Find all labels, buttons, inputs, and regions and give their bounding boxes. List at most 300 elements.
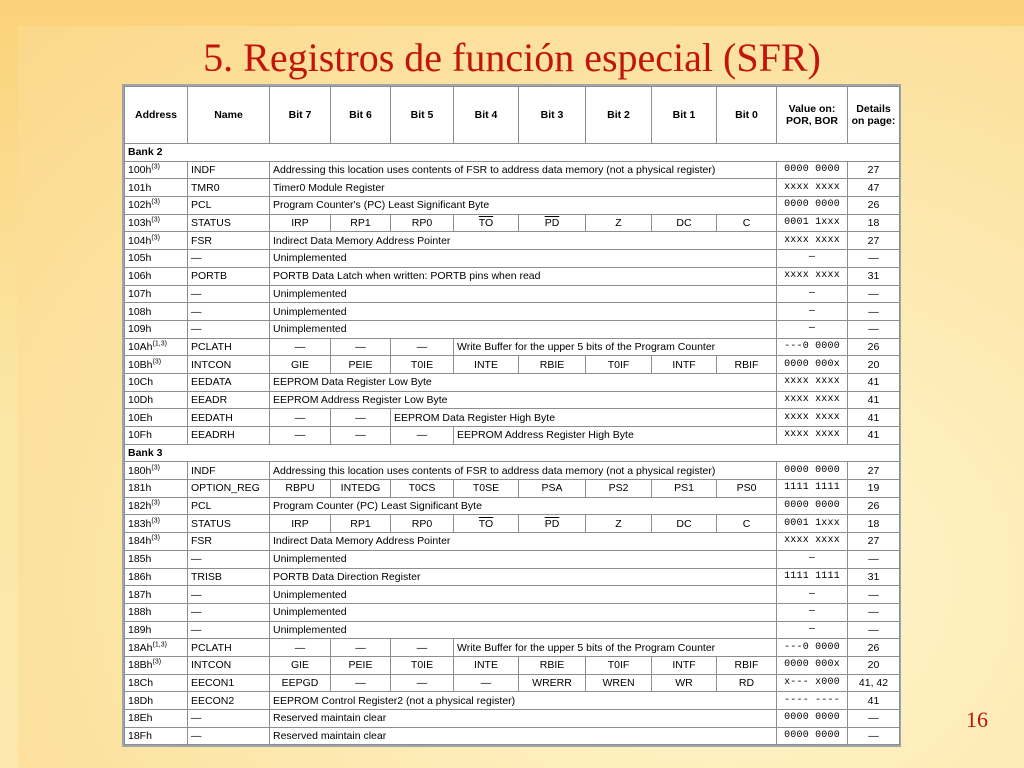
cell-bit: [519, 480, 586, 498]
cell-value-por-bor: xxxx xxxx: [777, 409, 848, 427]
cell-register-name: STATUS: [188, 214, 270, 232]
table-row: [125, 480, 900, 498]
address-text: 18Ah: [128, 641, 153, 654]
bit-label: GIE: [290, 659, 310, 672]
cell-details-page: 18: [848, 214, 900, 232]
cell-address: [125, 391, 188, 409]
bit-label: GIE: [290, 358, 310, 371]
sfr-table-container: [122, 84, 901, 747]
cell-bit: [270, 515, 331, 533]
cell-address: [125, 692, 188, 710]
cell-bit: [586, 214, 652, 232]
cell-value-por-bor: 0000 0000: [777, 197, 848, 215]
cell-details-page: 31: [848, 568, 900, 586]
cell-address: [125, 515, 188, 533]
cell-value-por-bor: x--- x000: [777, 674, 848, 692]
cell-register-description: EEPROM Data Register High Byte: [391, 409, 777, 427]
cell-address: [125, 568, 188, 586]
cell-register-description: Program Counter's (PC) Least Significant Byte: [270, 197, 777, 215]
cell-value-por-bor: —: [777, 303, 848, 321]
address-text: 10Ch: [128, 376, 154, 389]
table-row: [125, 515, 900, 533]
cell-details-page: 26: [848, 338, 900, 356]
cell-details-page: —: [848, 320, 900, 338]
cell-register-description: EEPROM Control Register2 (not a physical register): [270, 692, 777, 710]
cell-register-name: —: [188, 250, 270, 268]
cell-details-page: —: [848, 550, 900, 568]
cell-register-description: Unimplemented: [270, 303, 777, 321]
cell-value-por-bor: xxxx xxxx: [777, 179, 848, 197]
table-row: [125, 214, 900, 232]
cell-register-description: Indirect Data Memory Address Pointer: [270, 232, 777, 250]
address-text: 10Fh: [128, 429, 152, 442]
cell-bit: [331, 656, 391, 674]
cell-bit: [331, 214, 391, 232]
cell-details-page: 19: [848, 480, 900, 498]
cell-register-description: Unimplemented: [270, 621, 777, 639]
address-text: 102h: [128, 199, 152, 212]
cell-register-name: EEDATH: [188, 409, 270, 427]
cell-value-por-bor: xxxx xxxx: [777, 267, 848, 285]
cell-register-name: TMR0: [188, 179, 270, 197]
cell-address: [125, 214, 188, 232]
bit-label: DC: [676, 217, 692, 230]
cell-bit: [454, 674, 519, 692]
bit-label: WR: [675, 676, 693, 689]
cell-bit: —: [331, 427, 391, 445]
bit-label: DC: [676, 517, 692, 530]
cell-register-description: PORTB Data Latch when written: PORTB pins when read: [270, 267, 777, 285]
cell-register-name: EEADRH: [188, 427, 270, 445]
cell-address: [125, 427, 188, 445]
address-text: 183h: [128, 517, 152, 530]
cell-details-page: 27: [848, 533, 900, 551]
address-text: 10Bh: [128, 358, 153, 371]
bit-label: T0IF: [607, 358, 630, 371]
cell-address: [125, 303, 188, 321]
table-row: [125, 674, 900, 692]
cell-register-description: Indirect Data Memory Address Pointer: [270, 533, 777, 551]
bit-label: RP0: [411, 517, 433, 530]
cell-value-por-bor: ---- ----: [777, 692, 848, 710]
cell-register-description: Addressing this location uses contents of FSR to address data memory (not a physical register): [270, 161, 777, 179]
header-address: Address: [125, 87, 188, 144]
cell-register-name: INTCON: [188, 656, 270, 674]
bit-label: $\overline{PD}$: [544, 517, 560, 530]
cell-value-por-bor: —: [777, 621, 848, 639]
cell-register-name: —: [188, 603, 270, 621]
bit-label: $\overline{PD}$: [544, 217, 560, 230]
address-footnote: (3): [152, 358, 162, 366]
cell-address: [125, 497, 188, 515]
address-text: 18Ch: [128, 676, 154, 689]
cell-details-page: —: [848, 586, 900, 604]
cell-bit: [717, 480, 777, 498]
cell-value-por-bor: xxxx xxxx: [777, 427, 848, 445]
cell-bit: [454, 214, 519, 232]
cell-details-page: 20: [848, 356, 900, 374]
cell-value-por-bor: 0000 0000: [777, 497, 848, 515]
cell-register-name: OPTION_REG: [188, 480, 270, 498]
cell-bit: [391, 515, 454, 533]
cell-bit: [519, 674, 586, 692]
bit-label: C: [742, 217, 751, 230]
cell-bit: [652, 480, 717, 498]
cell-bit: [717, 214, 777, 232]
cell-bit: —: [270, 639, 331, 657]
cell-register-name: —: [188, 621, 270, 639]
bit-label: RBPU: [285, 482, 315, 495]
cell-register-name: STATUS: [188, 515, 270, 533]
cell-value-por-bor: —: [777, 285, 848, 303]
address-text: 181h: [128, 482, 152, 495]
cell-register-name: EECON2: [188, 692, 270, 710]
bank-header-row: [125, 144, 900, 162]
cell-address: [125, 338, 188, 356]
cell-bit: [331, 515, 391, 533]
table-header-row: [125, 87, 900, 144]
bit-label: WRERR: [532, 676, 572, 689]
cell-bit: [519, 656, 586, 674]
cell-register-description: PORTB Data Direction Register: [270, 568, 777, 586]
address-footnote: (3): [151, 198, 160, 206]
cell-value-por-bor: 1111 1111: [777, 568, 848, 586]
cell-bit: [270, 674, 331, 692]
bit-label: RP1: [350, 217, 371, 230]
cell-address: [125, 356, 188, 374]
cell-bit: [586, 656, 652, 674]
cell-bit: [391, 674, 454, 692]
header-name: Name: [188, 87, 270, 144]
cell-bit: [519, 356, 586, 374]
bit-label: RD: [738, 676, 755, 689]
header-bit4: Bit 4: [454, 87, 519, 144]
cell-value-por-bor: —: [777, 320, 848, 338]
bit-label: —: [480, 676, 492, 689]
cell-register-name: PORTB: [188, 267, 270, 285]
cell-register-name: INDF: [188, 161, 270, 179]
bit-label: INTF: [672, 659, 696, 672]
cell-bit: —: [331, 639, 391, 657]
table-row: [125, 409, 900, 427]
cell-details-page: —: [848, 250, 900, 268]
cell-register-description: Unimplemented: [270, 586, 777, 604]
cell-bit: [270, 214, 331, 232]
cell-bit: —: [270, 427, 331, 445]
cell-details-page: 18: [848, 515, 900, 533]
cell-register-name: INDF: [188, 462, 270, 480]
bit-label: INTE: [474, 358, 498, 371]
cell-bit: [652, 515, 717, 533]
bit-label: PS0: [736, 482, 757, 495]
cell-bit: —: [270, 338, 331, 356]
header-details-page: [848, 87, 900, 144]
cell-register-description: Reserved maintain clear: [270, 710, 777, 728]
bit-label: —: [355, 676, 366, 689]
cell-value-por-bor: 0000 000x: [777, 356, 848, 374]
table-row: [125, 533, 900, 551]
bit-label: RBIF: [734, 358, 759, 371]
bit-label: PEIE: [348, 659, 373, 672]
cell-details-page: 27: [848, 232, 900, 250]
bank-label: Bank 2: [125, 144, 900, 162]
table-row: [125, 656, 900, 674]
table-row: [125, 692, 900, 710]
header-value-text: Value on: POR, BOR: [786, 103, 838, 127]
cell-value-por-bor: xxxx xxxx: [777, 373, 848, 391]
cell-bit: [652, 214, 717, 232]
cell-value-por-bor: —: [777, 550, 848, 568]
cell-address: [125, 603, 188, 621]
address-footnote: (1,3): [152, 340, 167, 348]
slide-number: 16: [966, 707, 988, 732]
cell-value-por-bor: —: [777, 603, 848, 621]
cell-bit: —: [391, 427, 454, 445]
cell-bit: [391, 656, 454, 674]
cell-bit: —: [391, 338, 454, 356]
table-row: [125, 267, 900, 285]
address-text: 18Eh: [128, 712, 153, 725]
cell-address: [125, 373, 188, 391]
cell-details-page: 26: [848, 497, 900, 515]
cell-register-description: EEPROM Data Register Low Byte: [270, 373, 777, 391]
cell-register-name: PCLATH: [188, 639, 270, 657]
address-text: 109h: [128, 323, 152, 336]
address-text: 186h: [128, 570, 152, 583]
cell-register-name: —: [188, 727, 270, 745]
cell-bit: [454, 656, 519, 674]
address-text: 18Fh: [128, 730, 152, 743]
table-row: [125, 710, 900, 728]
cell-details-page: 31: [848, 267, 900, 285]
address-text: 18Bh: [128, 659, 153, 672]
address-text: 107h: [128, 287, 152, 300]
address-footnote: (3): [151, 234, 160, 242]
address-text: 189h: [128, 623, 152, 636]
address-text: 101h: [128, 181, 152, 194]
table-row: [125, 550, 900, 568]
cell-value-por-bor: —: [777, 250, 848, 268]
cell-register-name: PCL: [188, 197, 270, 215]
bank-header-row: [125, 444, 900, 462]
cell-details-page: 27: [848, 161, 900, 179]
cell-address: [125, 232, 188, 250]
cell-register-description: EEPROM Address Register High Byte: [454, 427, 777, 445]
table-row: [125, 603, 900, 621]
bit-label: EEPGD: [281, 676, 319, 689]
cell-address: [125, 674, 188, 692]
cell-register-name: —: [188, 320, 270, 338]
cell-value-por-bor: 0000 0000: [777, 161, 848, 179]
bit-label: IRP: [291, 217, 309, 230]
cell-value-por-bor: 0000 000x: [777, 656, 848, 674]
cell-bit: [586, 356, 652, 374]
cell-register-description: Addressing this location uses contents of FSR to address data memory (not a physical register): [270, 462, 777, 480]
address-text: 10Dh: [128, 393, 154, 406]
cell-register-name: —: [188, 710, 270, 728]
cell-details-page: —: [848, 603, 900, 621]
cell-bit: —: [331, 409, 391, 427]
table-row: [125, 497, 900, 515]
cell-bit: [270, 656, 331, 674]
cell-register-name: PCLATH: [188, 338, 270, 356]
cell-bit: [270, 480, 331, 498]
cell-details-page: —: [848, 303, 900, 321]
address-text: 188h: [128, 606, 152, 619]
cell-details-page: 41: [848, 373, 900, 391]
cell-details-page: 20: [848, 656, 900, 674]
bit-label: —: [416, 676, 428, 689]
cell-bit: [454, 480, 519, 498]
cell-details-page: —: [848, 621, 900, 639]
cell-address: [125, 639, 188, 657]
cell-value-por-bor: ---0 0000: [777, 639, 848, 657]
cell-details-page: 26: [848, 197, 900, 215]
header-bit0: Bit 0: [717, 87, 777, 144]
cell-address: [125, 161, 188, 179]
table-row: [125, 197, 900, 215]
table-row: [125, 427, 900, 445]
cell-register-description: Unimplemented: [270, 285, 777, 303]
sfr-table: [124, 86, 900, 745]
bit-label: RP0: [411, 217, 433, 230]
cell-value-por-bor: ---0 0000: [777, 338, 848, 356]
cell-register-description: Timer0 Module Register: [270, 179, 777, 197]
cell-register-name: EEDATA: [188, 373, 270, 391]
cell-value-por-bor: xxxx xxxx: [777, 533, 848, 551]
cell-details-page: 41: [848, 692, 900, 710]
cell-address: [125, 267, 188, 285]
cell-register-description: Unimplemented: [270, 603, 777, 621]
header-bit3: Bit 3: [519, 87, 586, 144]
table-row: [125, 373, 900, 391]
cell-bit: [652, 356, 717, 374]
table-row: [125, 285, 900, 303]
cell-value-por-bor: 0001 1xxx: [777, 515, 848, 533]
cell-address: [125, 533, 188, 551]
header-bit7: Bit 7: [270, 87, 331, 144]
cell-bit: [391, 480, 454, 498]
cell-value-por-bor: xxxx xxxx: [777, 391, 848, 409]
address-text: 106h: [128, 270, 152, 283]
address-text: 180h: [128, 464, 152, 477]
header-bit2: Bit 2: [586, 87, 652, 144]
cell-address: [125, 480, 188, 498]
bit-label: Z: [615, 217, 622, 230]
table-row: [125, 639, 900, 657]
address-footnote: (1,3): [152, 641, 167, 649]
cell-bit: [454, 356, 519, 374]
table-row: [125, 621, 900, 639]
bit-label: INTF: [672, 358, 696, 371]
address-text: 185h: [128, 553, 152, 566]
cell-value-por-bor: 0000 0000: [777, 727, 848, 745]
table-row: [125, 391, 900, 409]
cell-register-name: EEADR: [188, 391, 270, 409]
cell-register-description: Write Buffer for the upper 5 bits of the Program Counter: [454, 639, 777, 657]
cell-address: [125, 179, 188, 197]
address-text: 103h: [128, 217, 152, 230]
cell-bit: [454, 515, 519, 533]
cell-register-name: PCL: [188, 497, 270, 515]
cell-details-page: 47: [848, 179, 900, 197]
bit-label: INTEDG: [340, 482, 381, 495]
address-footnote: (3): [151, 216, 160, 224]
address-text: 104h: [128, 234, 152, 247]
cell-register-description: Unimplemented: [270, 250, 777, 268]
cell-details-page: 41: [848, 409, 900, 427]
cell-bit: [586, 515, 652, 533]
cell-bit: [586, 674, 652, 692]
cell-register-description: Program Counter (PC) Least Significant Byte: [270, 497, 777, 515]
cell-bit: [391, 356, 454, 374]
cell-register-description: Unimplemented: [270, 550, 777, 568]
bit-label: T0IE: [410, 659, 434, 672]
cell-details-page: —: [848, 710, 900, 728]
cell-value-por-bor: xxxx xxxx: [777, 232, 848, 250]
cell-register-name: —: [188, 550, 270, 568]
cell-register-description: EEPROM Address Register Low Byte: [270, 391, 777, 409]
bit-label: T0IF: [607, 659, 630, 672]
bit-label: PS2: [608, 482, 629, 495]
cell-details-page: 26: [848, 639, 900, 657]
cell-value-por-bor: 0000 0000: [777, 710, 848, 728]
address-text: 105h: [128, 252, 152, 265]
header-bit1: Bit 1: [652, 87, 717, 144]
table-body: [125, 144, 900, 745]
bit-label: INTE: [474, 659, 498, 672]
cell-details-page: —: [848, 727, 900, 745]
bit-label: Z: [615, 517, 622, 530]
cell-register-name: —: [188, 285, 270, 303]
bit-label: WREN: [602, 676, 635, 689]
bit-label: RP1: [350, 517, 371, 530]
bit-label: $\overline{TO}$: [478, 217, 494, 230]
cell-bit: [652, 656, 717, 674]
table-row: [125, 586, 900, 604]
table-row: [125, 179, 900, 197]
cell-bit: [331, 674, 391, 692]
address-text: 100h: [128, 164, 152, 177]
bit-label: PEIE: [348, 358, 373, 371]
cell-details-page: —: [848, 285, 900, 303]
cell-details-page: 41: [848, 427, 900, 445]
cell-address: [125, 197, 188, 215]
slide-title: 5. Registros de función especial (SFR): [203, 35, 821, 80]
address-text: 187h: [128, 588, 152, 601]
cell-address: [125, 462, 188, 480]
cell-value-por-bor: 1111 1111: [777, 480, 848, 498]
address-footnote: (3): [151, 499, 160, 507]
cell-address: [125, 586, 188, 604]
cell-address: [125, 285, 188, 303]
cell-address: [125, 250, 188, 268]
cell-details-page: 27: [848, 462, 900, 480]
address-footnote: (3): [151, 464, 160, 472]
table-row: [125, 338, 900, 356]
bit-label: C: [742, 517, 751, 530]
bit-label: T0SE: [472, 482, 500, 495]
cell-value-por-bor: —: [777, 586, 848, 604]
cell-bit: [331, 480, 391, 498]
table-row: [125, 320, 900, 338]
bit-label: PSA: [541, 482, 563, 495]
cell-bit: —: [331, 338, 391, 356]
cell-bit: [717, 356, 777, 374]
address-text: 182h: [128, 500, 152, 513]
cell-bit: [586, 480, 652, 498]
table-row: [125, 303, 900, 321]
